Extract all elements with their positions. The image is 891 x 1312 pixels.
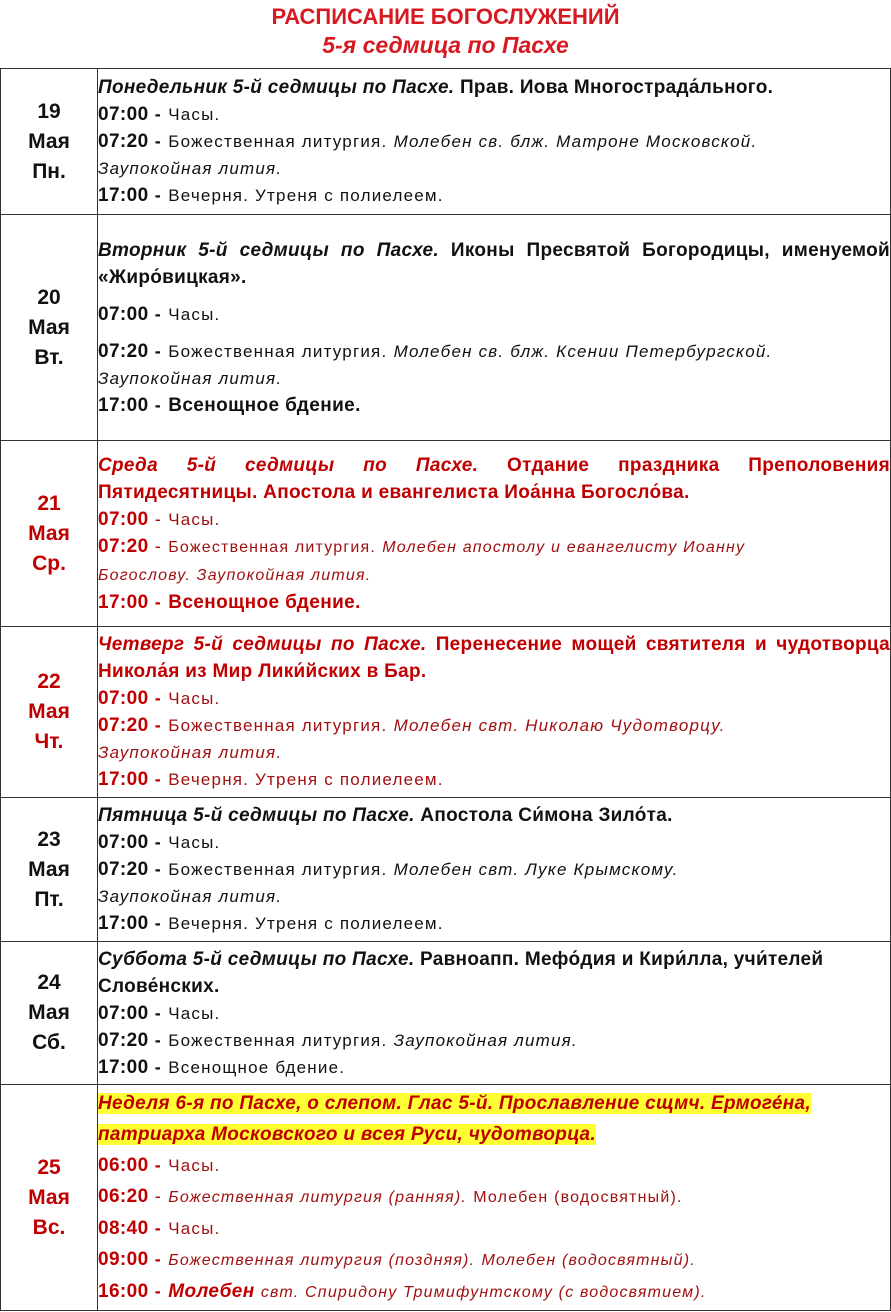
service-line: 07:00 - Часы. [98, 1002, 221, 1024]
date-month: Мая [28, 1185, 70, 1209]
service-note-line: Заупокойная лития. [98, 159, 283, 178]
services-cell [98, 441, 891, 627]
date-weekday: Сб. [32, 1031, 66, 1054]
service-line: 08:40 - Часы. [98, 1217, 221, 1239]
service-line: 17:00 - Вечерня. Утреня с полиелеем. [98, 769, 444, 790]
date-cell [1, 215, 98, 441]
date-cell [1, 627, 98, 798]
service-line: 07:20 - Божественная литургия. Молебен свт. Николаю Чудотворцу. [98, 715, 726, 736]
date-month: Мая [28, 521, 70, 545]
day-row [1, 441, 891, 627]
page-subtitle: 5-я седмица по Пасхе [322, 32, 569, 58]
service-line: 07:00 - Часы. [98, 832, 221, 853]
date-day: 21 [37, 491, 61, 515]
services-cell [98, 1085, 891, 1311]
date-cell [1, 798, 98, 942]
services-cell [98, 798, 891, 942]
service-line: 17:00 - Всенощное бдение. [98, 394, 361, 416]
services-cell [98, 942, 891, 1085]
date-cell [1, 942, 98, 1085]
service-line: 06:20 - Божественная литургия (ранняя). Молебен (водосвятный). [98, 1185, 683, 1207]
day-title: Четверг 5-й седмицы по Пасхе. Перенесение мощей святителя и чудотворца Никола́я из Мир Лики́йских в Бар. [98, 634, 890, 682]
service-line: 07:00 - Часы. [98, 303, 221, 325]
schedule-header [0, 0, 891, 68]
service-line: 07:20 - Божественная литургия. Заупокойная лития. [98, 1029, 578, 1051]
day-row [1, 942, 891, 1085]
date-cell [1, 1085, 98, 1311]
services-cell [98, 627, 891, 798]
day-row [1, 215, 891, 441]
date-month: Мая [28, 1001, 70, 1024]
service-line: 07:00 - Часы. [98, 508, 221, 530]
date-day: 20 [37, 285, 61, 309]
service-line: 16:00 - Молебен свт. Спиридону Тримифунтскому (с водосвятием). [98, 1280, 707, 1302]
service-line: 07:00 - Часы. [98, 104, 221, 125]
service-line: 07:20 - Божественная литургия. Молебен свт. Луке Крымскому. [98, 859, 679, 880]
service-line: 17:00 - Вечерня. Утреня с полиелеем. [98, 185, 444, 206]
day-title: Суббота 5-й седмицы по Пасхе. Равноапп. Мефо́дия и Кири́лла, учи́телей Слове́нских. [98, 948, 824, 997]
service-line: 17:00 - Всенощное бдение. [98, 591, 361, 613]
date-weekday: Ср. [32, 551, 66, 575]
day-row [1, 798, 891, 942]
service-line: 07:00 - Часы. [98, 688, 221, 709]
service-line: 06:00 - Часы. [98, 1154, 221, 1176]
day-title: Среда 5-й седмицы по Пасхе. Отдание праздника Преполовения Пятидесятницы. Апостола и евангелиста Иоа́нна Богосло́ва. [98, 454, 890, 503]
day-title: Пятница 5-й седмицы по Пасхе. Апостола Си́мона Зило́та. [98, 805, 673, 826]
date-weekday: Вс. [32, 1215, 66, 1239]
service-line: 17:00 - Вечерня. Утреня с полиелеем. [98, 913, 444, 934]
date-month: Мая [28, 129, 70, 153]
service-note-line: Заупокойная лития. [98, 887, 283, 906]
page-title: РАСПИСАНИЕ БОГОСЛУЖЕНИЙ [271, 4, 620, 29]
date-weekday: Вт. [34, 345, 64, 369]
service-line: 07:20 - Божественная литургия. Молебен апостолу и евангелисту Иоанну [98, 535, 746, 557]
day-row [1, 627, 891, 798]
date-day: 19 [37, 99, 61, 123]
date-cell [1, 69, 98, 215]
day-title: Вторник 5-й седмицы по Пасхе. Иконы Пресвятой Богородицы, именуемой «Жиро́вицкая». [98, 239, 890, 288]
service-note-line: Богослову. Заупокойная лития. [98, 566, 372, 584]
day-title: Понедельник 5-й седмицы по Пасхе. Прав. Иова Многострада́льного. [98, 77, 774, 98]
schedule-table [0, 68, 891, 1311]
date-weekday: Чт. [34, 730, 64, 753]
services-cell [98, 215, 891, 441]
service-note-line: Заупокойная лития. [98, 743, 283, 762]
date-weekday: Пт. [34, 887, 64, 911]
date-month: Мая [28, 315, 70, 339]
date-day: 23 [37, 827, 61, 851]
date-day: 22 [37, 670, 61, 693]
service-line: 09:00 - Божественная литургия (поздняя). Молебен (водосвятный). [98, 1248, 696, 1270]
day-title: Неделя 6-я по Пасхе, о слепом. Глас 5-й. Прославление сщмч. Ермоге́на, патриарха Московского и всея Руси, чудотворца. [98, 1092, 811, 1145]
service-note-line: Заупокойная лития. [98, 368, 283, 388]
date-day: 25 [37, 1155, 61, 1179]
service-line: 17:00 - Всенощное бдение. [98, 1056, 346, 1078]
date-weekday: Пн. [32, 159, 66, 183]
date-month: Мая [28, 700, 70, 723]
day-row [1, 1085, 891, 1311]
service-line: 07:20 - Божественная литургия. Молебен св. блж. Матроне Московской. [98, 131, 758, 152]
date-month: Мая [28, 857, 70, 881]
date-day: 24 [37, 971, 61, 994]
services-cell [98, 69, 891, 215]
date-cell [1, 441, 98, 627]
service-line: 07:20 - Божественная литургия. Молебен св. блж. Ксении Петербургской. [98, 340, 773, 362]
day-row [1, 69, 891, 215]
